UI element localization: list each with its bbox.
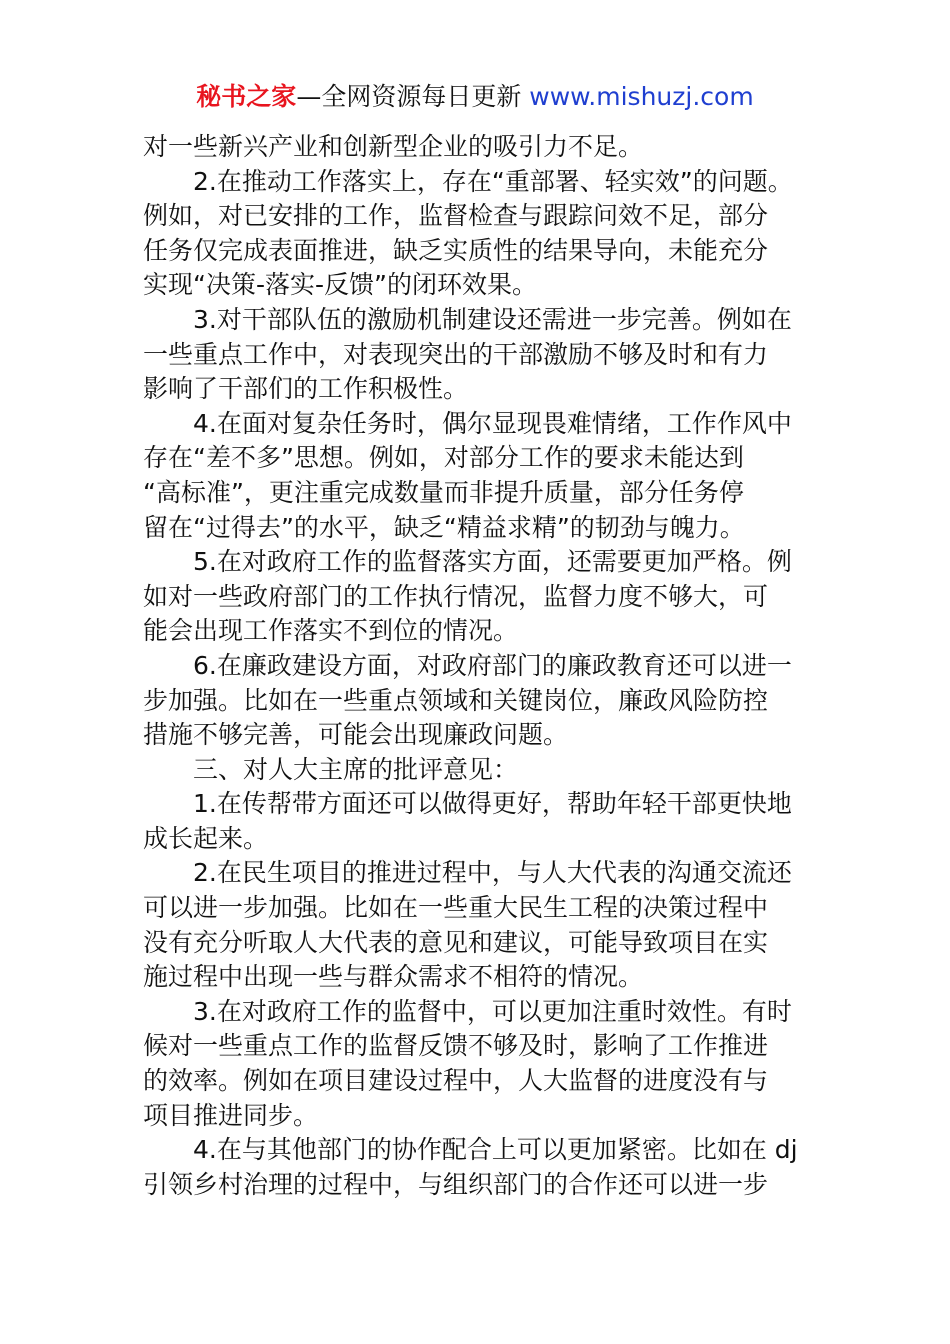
- text-line: 施过程中出现一些与群众需求不相符的情况。: [143, 962, 644, 992]
- text-line: 6.在廉政建设方面，对政府部门的廉政教育还可以进一: [193, 650, 792, 680]
- text-line: 影响了干部们的工作积极性。: [143, 374, 469, 404]
- text-line: 1.在传帮带方面还可以做得更好，帮助年轻干部更快地: [193, 789, 792, 819]
- text-line: 4.在面对复杂任务时，偶尔显现畏难情绪，工作作风中: [193, 408, 792, 438]
- text-line: 3.对干部队伍的激励机制建设还需进一步完善。例如在: [193, 304, 792, 334]
- text-line: 如对一些政府部门的工作执行情况，监督力度不够大，可: [143, 581, 769, 611]
- text-line: 3.在对政府工作的监督中，可以更加注重时效性。有时: [193, 996, 792, 1026]
- text-line: 没有充分听取人大代表的意见和建议，可能导致项目在实: [143, 927, 769, 957]
- site-tagline: —全网资源每日更新: [296, 82, 530, 111]
- text-line: “高标准”，更注重完成数量而非提升质量，部分任务停: [143, 477, 744, 507]
- text-line: 例如，对已安排的工作，监督检查与跟踪问效不足，部分: [143, 201, 769, 231]
- text-line: 一些重点工作中，对表现突出的干部激励不够及时和有力: [143, 339, 769, 369]
- text-line: 存在“差不多”思想。例如，对部分工作的要求未能达到: [143, 443, 744, 473]
- text-line: 任务仅完成表面推进，缺乏实质性的结果导向，未能充分: [143, 235, 769, 265]
- text-line: 可以进一步加强。比如在一些重大民生工程的决策过程中: [143, 893, 769, 923]
- site-brand: 秘书之家: [196, 82, 297, 111]
- text-line: 引领乡村治理的过程中，与组织部门的合作还可以进一步: [143, 1169, 769, 1199]
- text-line: 的效率。例如在项目建设过程中，人大监督的进度没有与: [143, 1066, 769, 1096]
- text-line: 2.在民生项目的推进过程中，与人大代表的沟通交流还: [193, 858, 792, 888]
- text-line: 三、对人大主席的批评意见：: [193, 754, 519, 784]
- text-line: 措施不够完善，可能会出现廉政问题。: [143, 720, 569, 750]
- text-line: 项目推进同步。: [143, 1100, 319, 1130]
- site-url[interactable]: www.mishuzj.com: [529, 82, 754, 111]
- text-line: 步加强。比如在一些重点领域和关键岗位，廉政风险防控: [143, 685, 769, 715]
- text-line: 对一些新兴产业和创新型企业的吸引力不足。: [143, 132, 644, 161]
- text-line: 留在“过得去”的水平，缺乏“精益求精”的韧劲与魄力。: [143, 512, 745, 542]
- text-line: 2.在推动工作落实上，存在“重部署、轻实效”的问题。: [193, 166, 793, 196]
- document-body: [143, 130, 813, 1202]
- text-line: 候对一些重点工作的监督反馈不够及时，影响了工作推进: [143, 1031, 769, 1061]
- site-header: [0, 80, 950, 114]
- text-line: 4.在与其他部门的协作配合上可以更加紧密。比如在 dj: [193, 1135, 798, 1165]
- text-line: 能会出现工作落实不到位的情况。: [143, 616, 519, 646]
- text-line: 实现“决策-落实-反馈”的闭环效果。: [143, 270, 537, 300]
- text-line: 成长起来。: [143, 823, 269, 853]
- text-line: 5.在对政府工作的监督落实方面，还需要更加严格。例: [193, 547, 792, 577]
